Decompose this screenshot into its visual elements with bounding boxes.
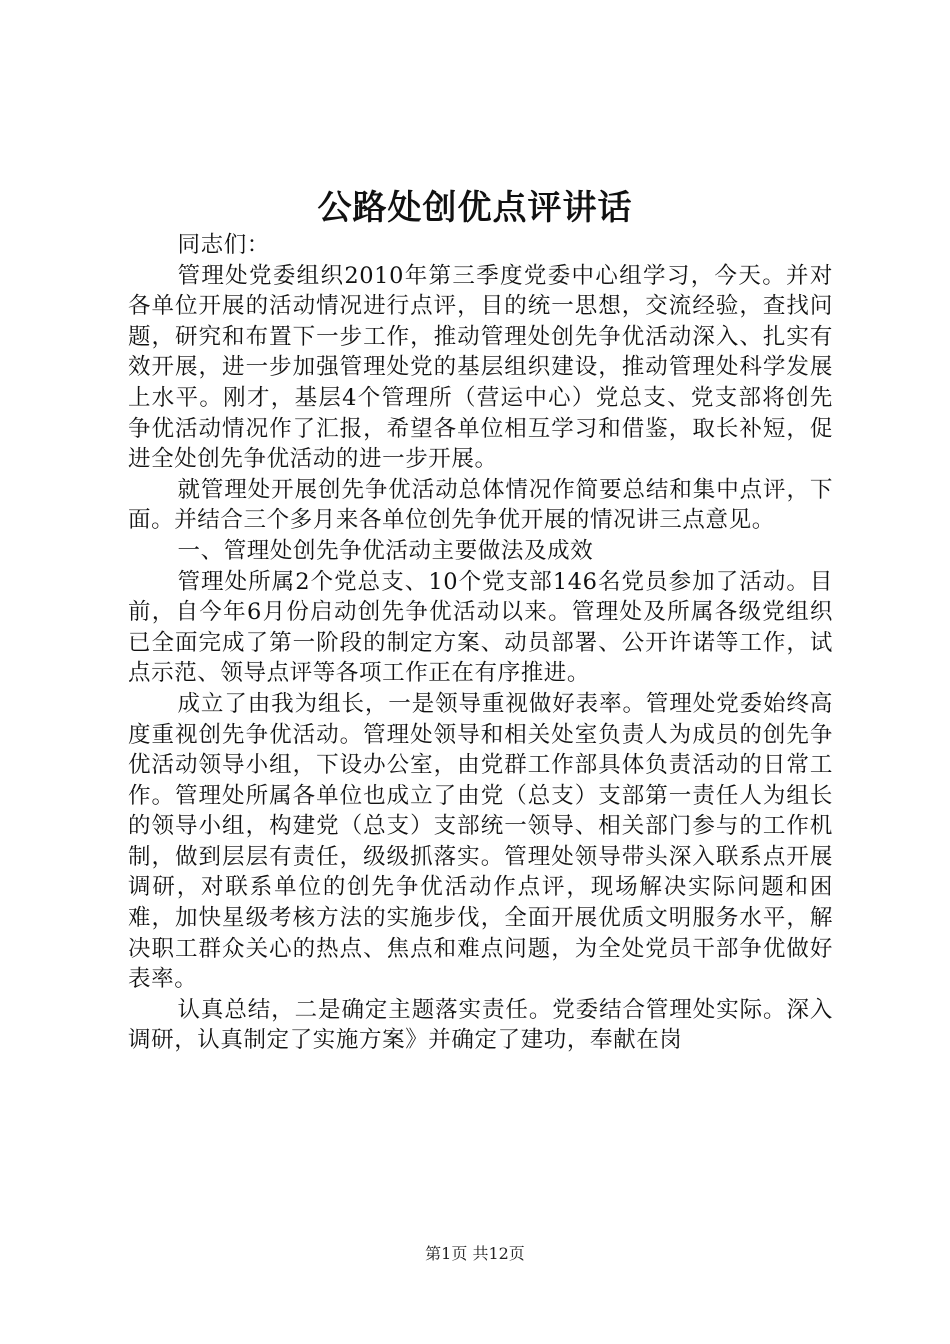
section-heading: 一、管理处创先争优活动主要做法及成效 bbox=[177, 537, 594, 564]
salutation-paragraph: 同志们： bbox=[177, 232, 270, 258]
body-paragraph: 认真总结，二是确定主题落实责任。党委结合管理处实际。深入调研，认真制定了实施方案》并确定了建功，奉献在岗 bbox=[128, 996, 833, 1054]
body-paragraph: 成立了由我为组长，一是领导重视做好表率。管理处党委始终高度重视创先争优活动。管理处领导和相关处室负责人为成员的创先争优活动领导小组，下设办公室，由党群工作部具体负责活动的日常工作。管理处所属各单位也成立了由党（总支）支部第一责任人为组长的领导小组，构建党（总支）支部统一领导、相关部门参与的工作机制，做到层层有责任，级级抓落实。管理处领导带头深入联系点开展调研，对联系单位的创先争优活动作点评，现场解决实际问题和困难，加快星级考核方法的实施步伐，全面开展优质文明服务水平，解决职工群众关心的热点、焦点和难点问题，为全处党员干部争优做好表率。 bbox=[128, 690, 833, 993]
body-paragraph: 管理处所属2个党总支、10个党支部146名党员参加了活动。目前，自今年6月份启动创先争优活动以来。管理处及所属各级党组织已全面完成了第一阶段的制定方案、动员部署、公开许诺等工作，试点示范、领导点评等各项工作正在有序推进。 bbox=[128, 568, 833, 687]
body-paragraph: 管理处党委组织2010年第三季度党委中心组学习，今天。并对各单位开展的活动情况进行点评，目的统一思想，交流经验，查找问题，研究和布置下一步工作，推动管理处创先争优活动深入、扎实有效开展，进一步加强管理处党的基层组织建设，推动管理处科学发展上水平。刚才，基层4个管理所（营运中心）党总支、党支部将创先争优活动情况作了汇报，希望各单位相互学习和借鉴，取长补短，促进全处创先争优活动的进一步开展。 bbox=[128, 262, 833, 473]
body-paragraph: 就管理处开展创先争优活动总体情况作简要总结和集中点评，下面。并结合三个多月来各单位创先争优开展的情况讲三点意见。 bbox=[128, 476, 833, 534]
document-body bbox=[128, 230, 833, 1056]
page-number-footer: 第1页 共12页 bbox=[425, 1244, 525, 1263]
document-title: 公路处创优点评讲话 bbox=[317, 188, 633, 228]
